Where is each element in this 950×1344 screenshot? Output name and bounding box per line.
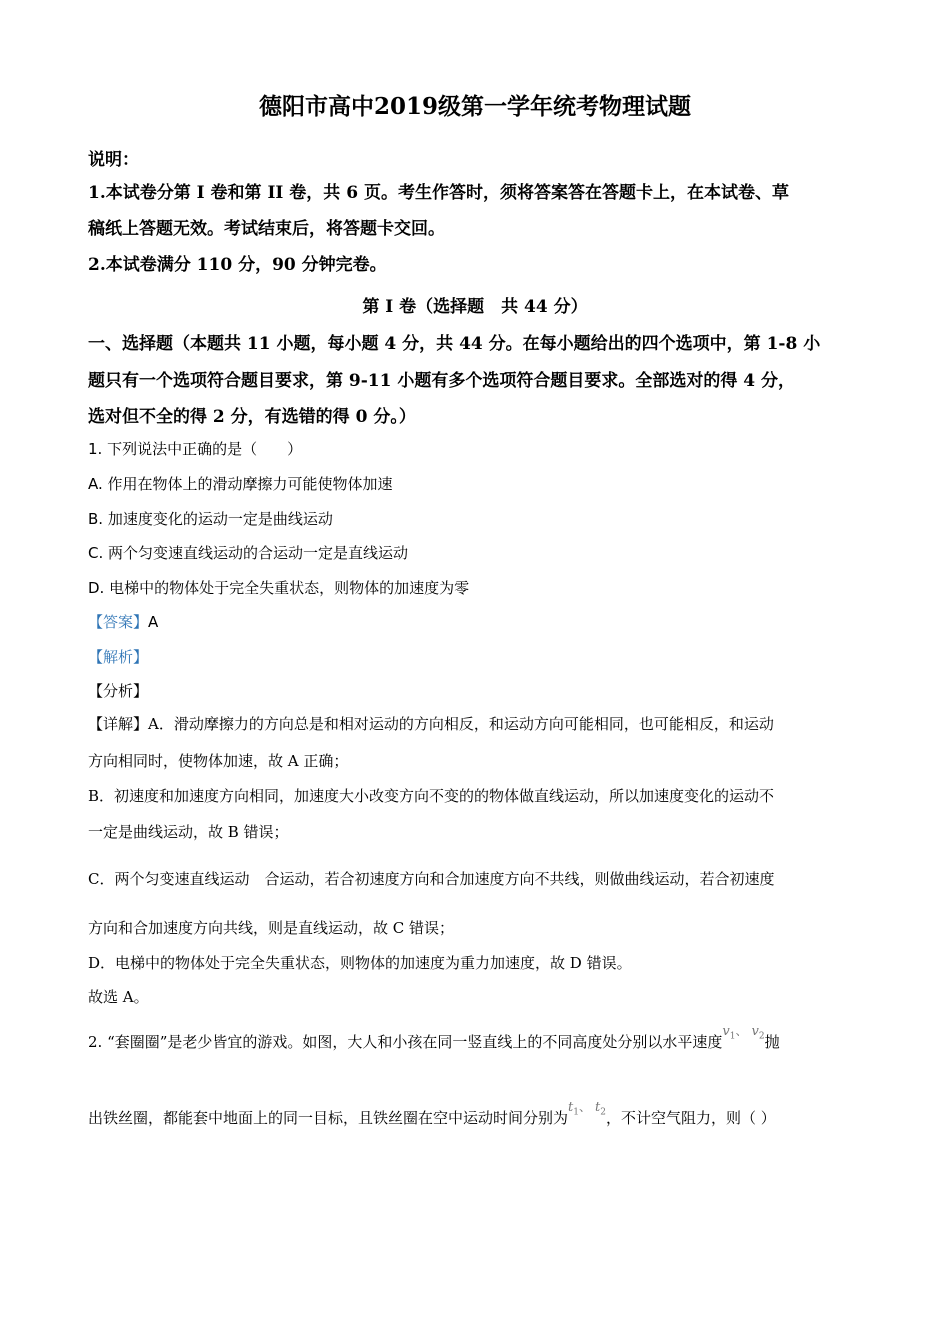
section-heading: 第 I 卷（选择题 共 44 分） — [362, 297, 588, 317]
instruction-line-1b: 稿纸上答题无效。考试结束后，将答题卡交回。 — [88, 219, 445, 239]
separator-2: 、 — [578, 1100, 591, 1114]
t1-symbol: $t_1$ — [568, 1100, 579, 1118]
v1-symbol: $v_1$ — [722, 1024, 736, 1042]
answer-value: A — [148, 613, 159, 631]
t2-symbol: $t_2$ — [595, 1100, 606, 1118]
q2-line-2-text: 出铁丝圈，都能套中地面上的同一目标，且铁丝圈在空中运动时间分别为 — [88, 1109, 569, 1127]
q1-option-a: A. 作用在物体上的滑动摩擦力可能使物体加速 — [88, 475, 393, 493]
q1-option-c: C. 两个匀变速直线运动的合运动一定是直线运动 — [88, 544, 409, 562]
q2-line-1 — [88, 1024, 780, 1054]
detail-a-line-2: 方向相同时，使物体加速，故 A 正确； — [88, 752, 349, 770]
instructions-heading: 说明： — [88, 150, 139, 170]
detail-b-line-2: 一定是曲线运动，故 B 错误； — [88, 823, 289, 841]
instruction-line-1a: 1.本试卷分第 I 卷和第 II 卷，共 6 页。考生作答时，须将答案答在答题卡上，在本试卷、草 — [88, 183, 789, 203]
q1-option-d: D. 电梯中的物体处于完全失重状态，则物体的加速度为零 — [88, 579, 470, 597]
detail-a-line-1: 【详解】A．滑动摩擦力的方向总是和相对运动的方向相反，和运动方向可能相同，也可能相反，和运动 — [88, 715, 774, 733]
q2-line-2-end: ，不计空气阻力，则（ ） — [605, 1109, 776, 1127]
analysis-label: 【解析】 — [88, 648, 149, 666]
section-desc-2: 题只有一个选项符合题目要求，第 9-11 小题有多个选项符合题目要求。全部选对的得 4 分， — [88, 371, 796, 391]
section-desc-1: 一、选择题（本题共 11 小题，每小题 4 分，共 44 分。在每小题给出的四个选项中，第 1-8 小 — [88, 334, 821, 354]
q1-answer — [88, 611, 158, 632]
detail-d-line: D．电梯中的物体处于完全失重状态，则物体的加速度为重力加速度，故 D 错误。 — [88, 954, 632, 972]
page-title: 德阳市高中2019级第一学年统考物理试题 — [258, 93, 691, 120]
fenxi-label: 【分析】 — [88, 682, 149, 700]
answer-label: 【答案】 — [88, 613, 149, 631]
q2-line-1-text: 2. “套圈圈”是老少皆宜的游戏。如图，大人和小孩在同一竖直线上的不同高度处分别以水平速度 — [88, 1033, 723, 1051]
q1-stem: 1. 下列说法中正确的是（ ） — [88, 440, 303, 458]
v2-symbol: $v_2$ — [751, 1024, 765, 1042]
q2-line-1-end: 抛 — [764, 1033, 780, 1051]
detail-c-line-2: 方向和合加速度方向共线，则是直线运动，故 C 错误； — [88, 919, 455, 937]
q1-option-b: B. 加速度变化的运动一定是曲线运动 — [88, 510, 333, 528]
separator: 、 — [735, 1024, 748, 1038]
section-desc-3: 选对但不全的得 2 分，有选错的得 0 分。） — [88, 407, 416, 427]
conclusion: 故选 A。 — [88, 988, 149, 1006]
detail-b-line-1: B．初速度和加速度方向相同，加速度大小改变方向不变的的物体做直线运动，所以加速度变化的运动不 — [88, 787, 775, 805]
q2-line-2 — [88, 1100, 776, 1130]
instruction-line-2: 2.本试卷满分 110 分，90 分钟完卷。 — [88, 255, 387, 275]
detail-c-line-1: C．两个匀变速直线运动 合运动，若合初速度方向和合加速度方向不共线，则做曲线运动，若合初速度 — [88, 870, 775, 888]
